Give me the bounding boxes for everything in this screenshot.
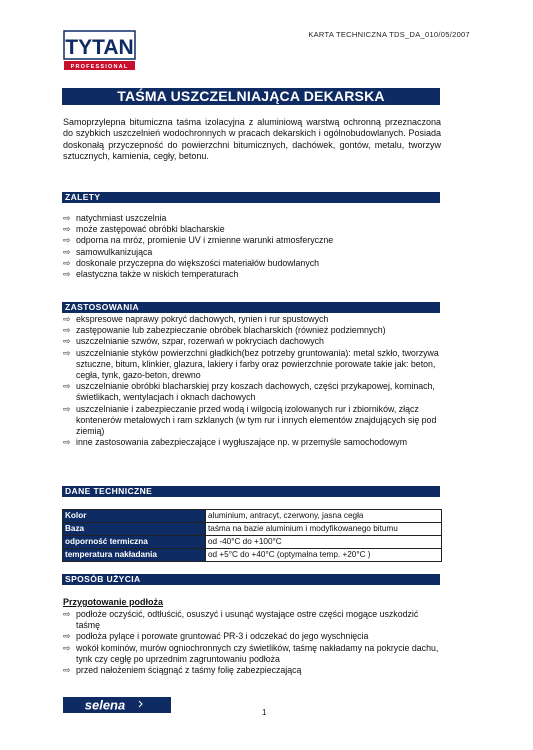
technical-data-table <box>62 509 442 562</box>
selena-logo <box>63 697 171 713</box>
arrow-bullet-icon: ⇨ <box>63 665 71 676</box>
arrow-bullet-icon: ⇨ <box>63 224 71 235</box>
zastosowania-item-text: uszczelnianie szwów, szpar, rozerwań w pokryciach dachowych <box>76 336 324 347</box>
arrow-bullet-icon: ⇨ <box>63 381 71 392</box>
page-number: 1 <box>262 708 267 717</box>
technical-data-row <box>63 549 442 562</box>
zastosowania-item-text: ekspresowe naprawy pokryć dachowych, rynien i rur spustowych <box>76 314 329 324</box>
arrow-bullet-icon: ⇨ <box>63 609 71 619</box>
sposob-item-text: podłoża pylące i porowate gruntować PR-3 i odczekać do jego wyschnięcia <box>76 631 369 642</box>
tytan-logo <box>63 30 136 72</box>
technical-data-value: od +5°C do +40°C (optymalna temp. +20°C ) <box>206 549 442 562</box>
zastosowania-item <box>63 325 443 336</box>
zalety-item <box>63 235 443 246</box>
arrow-bullet-icon: ⇨ <box>63 246 71 257</box>
zastosowania-item <box>63 381 443 403</box>
arrow-bullet-icon: ⇨ <box>63 213 71 223</box>
zastosowania-item <box>63 348 443 382</box>
zalety-item-text: doskonale przyczepna do większości materiałów budowlanych <box>76 257 320 268</box>
zastosowania-item <box>63 437 443 448</box>
arrow-bullet-icon: ⇨ <box>63 257 71 268</box>
section-sposob-heading: SPOSÓB UŻYCIA <box>62 574 440 585</box>
arrow-bullet-icon: ⇨ <box>63 314 71 324</box>
zalety-list <box>63 213 443 280</box>
technical-data-value: aluminium, antracyt, czerwony, jasna cegła <box>206 510 442 523</box>
zastosowania-item-text: uszczelnianie styków powierzchni gładkich(bez potrzeby gruntowania): metal szkło, tworzywa sztuczne, bitum, klinkier, glazura, lakiery i farby oraz powierzchnie porowate takie jak: beton, cegła, tynk, gazo-beton, drewno <box>76 347 439 381</box>
zastosowania-item-text: uszczelnianie obróbki blacharskiej przy koszach dachowych, części przykapowej, kominach, świetlikach, wentylacjach i oknach dachowych <box>76 381 435 403</box>
sposob-list <box>63 609 443 676</box>
technical-data-value: taśma na bazie aluminium i modyfikowanego bitumu <box>206 523 442 536</box>
zalety-item-text: może zastępować obróbki blacharskie <box>76 224 225 235</box>
zalety-item <box>63 258 443 269</box>
technical-data-key: temperatura nakładania <box>63 549 206 562</box>
arrow-bullet-icon: ⇨ <box>63 269 71 280</box>
section-zastosowania-heading: ZASTOSOWANIA <box>62 302 440 313</box>
zastosowania-item <box>63 404 443 438</box>
zalety-item-text: samowulkanizująca <box>76 246 153 257</box>
technical-data-key: odporność termiczna <box>63 536 206 549</box>
sposob-item-text: wokół kominów, murów ogniochronnych czy świetlików, taśmę nakładamy na pokrycie dachu, tynk czy cegłę po uprzednim zagruntowaniu podłoża <box>76 642 439 664</box>
technical-data-key: Baza <box>63 523 206 536</box>
zalety-item <box>63 247 443 258</box>
zalety-item <box>63 213 443 224</box>
technical-data-row <box>63 536 442 549</box>
zastosowania-item-text: zastępowanie lub zabezpieczanie obróbek blacharskich (również podziemnych) <box>76 325 386 336</box>
zalety-item-text: natychmiast uszczelnia <box>76 213 167 223</box>
sposob-item-text: podłoże oczyścić, odtłuścić, osuszyć i usunąć wystające ostre części mogące uszkodzić taśmę <box>76 609 419 631</box>
sposob-item <box>63 643 443 665</box>
svg-text:selena: selena <box>84 697 126 713</box>
sposob-item <box>63 665 443 676</box>
zalety-item-text: elastyczna także w niskich temperaturach <box>76 269 239 280</box>
document-code: KARTA TECHNICZNA TDS_DA_010/05/2007 <box>308 30 470 39</box>
intro-paragraph: Samoprzylepna bitumiczna taśma izolacyjna z aluminiową warstwą ochronną przeznaczona do szybkich uszczelnień wodochronnych w pracach dekarskich i ogólnobudowlanych. Posiada doskonałą przyczepność do powierzchni bitumicznych, dachówek, gontów, metalu, tworzyw sztucznych, kamienia, cegły, betonu. <box>63 117 441 162</box>
arrow-bullet-icon: ⇨ <box>63 642 71 653</box>
sposob-item <box>63 609 443 631</box>
svg-text:PROFESSIONAL: PROFESSIONAL <box>70 64 129 70</box>
arrow-bullet-icon: ⇨ <box>63 403 71 414</box>
preparation-subheading: Przygotowanie podłoża <box>63 597 164 607</box>
sposob-item <box>63 631 443 642</box>
arrow-bullet-icon: ⇨ <box>63 325 71 336</box>
technical-data-row <box>63 523 442 536</box>
zalety-item <box>63 269 443 280</box>
arrow-bullet-icon: ⇨ <box>63 631 71 642</box>
zastosowania-item <box>63 336 443 347</box>
svg-text:TYTAN: TYTAN <box>65 36 134 59</box>
section-dane-heading: DANE TECHNICZNE <box>62 486 440 497</box>
zalety-item-text: odporna na mróz, promienie UV i zmienne warunki atmosferyczne <box>76 235 334 246</box>
arrow-bullet-icon: ⇨ <box>63 336 71 347</box>
zastosowania-item-text: uszczelnianie i zabezpieczanie przed wodą i wilgocią izolowanych rur i zbiorników, złącz kontenerów metalowych i ram szklanych (w tym rur i innych elementów znajdujących się pod ziemią) <box>76 403 437 437</box>
sposob-item-text: przed nałożeniem ściągnąć z taśmy folię zabezpieczającą <box>76 665 302 676</box>
technical-data-row <box>63 510 442 523</box>
zastosowania-list <box>63 314 443 448</box>
arrow-bullet-icon: ⇨ <box>63 437 71 448</box>
technical-data-value: od -40°C do +100°C <box>206 536 442 549</box>
arrow-bullet-icon: ⇨ <box>63 347 71 358</box>
section-zalety-heading: ZALETY <box>62 192 440 203</box>
zastosowania-item-text: inne zastosowania zabezpieczające i wygłuszające np. w przemyśle samochodowym <box>76 437 408 448</box>
zastosowania-item <box>63 314 443 325</box>
arrow-bullet-icon: ⇨ <box>63 235 71 246</box>
zalety-item <box>63 224 443 235</box>
document-title: TAŚMA USZCZELNIAJĄCA DEKARSKA <box>62 88 440 105</box>
technical-data-key: Kolor <box>63 510 206 523</box>
